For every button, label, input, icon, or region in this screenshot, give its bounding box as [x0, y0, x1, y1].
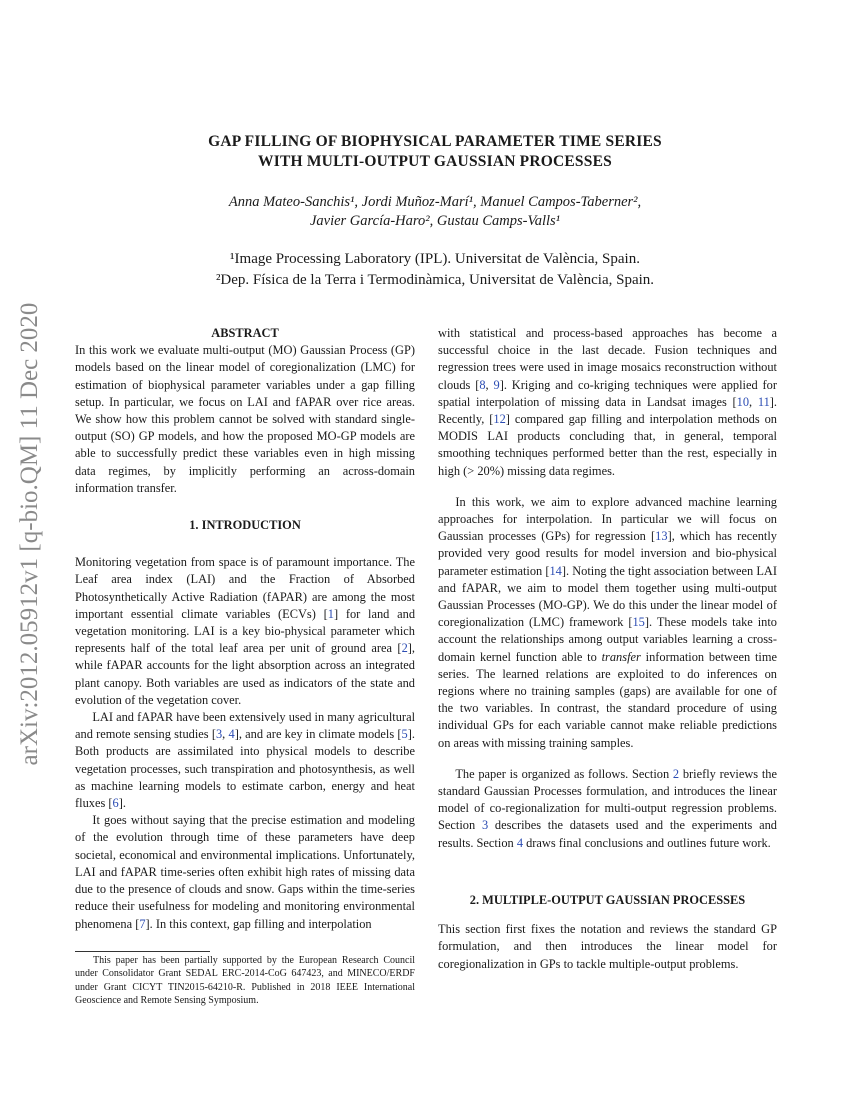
right-column [438, 325, 777, 973]
citation-link[interactable]: 13 [655, 529, 668, 544]
arxiv-identifier: arXiv:2012.05912v1 [q-bio.QM] 11 Dec 2020 [16, 302, 43, 766]
authors-line-2: Javier García-Haro², Gustau Camps-Valls¹ [309, 213, 561, 229]
intro-paragraph-2: LAI and fAPAR have been extensively used in many agricultural and remote sensing studies [3, 4], and are key in climate models [5]. Both products are assimilated into physical models to describe vegetation processes, such transpiration and photosynthesis, as well as machine learning models to estimate carbon, energy and heat fluxes [6]. [75, 710, 416, 811]
title-line-2: WITH MULTI-OUTPUT GAUSSIAN PROCESSES [258, 153, 612, 170]
left-column [75, 325, 415, 933]
citation-link[interactable]: 8 [479, 377, 486, 392]
intro-paragraph-1: Monitoring vegetation from space is of paramount importance. The Leaf area index (LAI) and the Fraction of Absorbed Photosynthetically Active Radiation (fAPAR) are among the most important essential climate variables (ECVs) [1] for land and vegetation monitoring. LAI is a key bio-physical parameter which represents half of the total leaf area per unit of ground area [2], while fAPAR accounts for the light absorption across an integrated plant canopy. Both variables are used as indicators of the state and evolution of the vegetation cover. [75, 555, 416, 707]
section-2-heading: 2. MULTIPLE-OUTPUT GAUSSIAN PROCESSES [469, 892, 746, 907]
citation-link[interactable]: 15 [632, 615, 645, 630]
intro-paragraph-5: In this work, we aim to explore advanced machine learning approaches for interpolation. In particular we will focus on Gaussian processes (GPs) for regression [13], which has recently provided very good results for model inversion and bio-physical parameter estimation [14]. Noting the tight association between LAI and fAPAR, we aim to model them together using multi-output Gaussian Processes (MO-GP). We do this under the linear model of coregionalization (LMC) framework [15]. These models take into account the relationships among output variables learning a cross-domain kernel function able to transfer information between time series. The learned relations are exploited to do inferences on regions where no training samples (gaps) are available for one of the two variables. In contrast, the standard procedure of using individual GPs for each variable cannot make reliable predictions on areas with missing training samples. [438, 494, 778, 750]
citation-link[interactable]: 11 [757, 394, 770, 409]
affiliation-2: ²Dep. Física de la Terra i Termodinàmica, Universitat de València, Spain. [215, 272, 655, 288]
citation-link[interactable]: 4 [228, 727, 235, 742]
affiliations [100, 249, 770, 291]
section-link[interactable]: 4 [516, 835, 524, 850]
citation-link[interactable]: 7 [139, 916, 146, 931]
citation-link[interactable]: 10 [736, 394, 750, 409]
citation-link[interactable]: 5 [401, 727, 408, 742]
citation-link[interactable]: 14 [549, 563, 562, 578]
section-link[interactable]: 3 [481, 818, 489, 833]
intro-paragraph-3: It goes without saying that the precise estimation and modeling of the evolution through time of these parameters have deep societal, economical and environmental implications. Unfortunately, LAI and fAPAR time-series often exhibit high rates of missing data due to the presence of clouds and snow. Gaps within the time-series reduce their usefulness for modeling and monitoring environmental phenomena [7]. In this context, gap filling and interpolation [75, 813, 415, 931]
citation-link[interactable]: 2 [401, 641, 408, 656]
citation-link[interactable]: 1 [327, 606, 334, 621]
citation-link[interactable]: 3 [215, 727, 223, 742]
section-link[interactable]: 2 [672, 766, 680, 781]
introduction-heading: 1. INTRODUCTION [189, 518, 301, 533]
intro-paragraph-6: The paper is organized as follows. Section 2 briefly reviews the standard Gaussian Processes formulation, and introduces the linear model of co-regionalization for multi-output regression problems. Section 3 describes the datasets used and the experiments and results. Section 4 draws final conclusions and outlines future work. [438, 766, 778, 850]
citation-link[interactable]: 9 [493, 377, 500, 392]
intro-paragraph-4: with statistical and process-based approaches has become a successful choice in the last decade. Fusion techniques and regression trees were used in image mosaics reconstruction without clouds [8, 9]. Kriging and co-kriging techniques were applied for spatial interpolation of missing data in Landsat images [10, 11]. Recently, [12] compared gap filling and interpolation methods on MODIS LAI products concluding that, in general, temporal smoothing techniques performed better than the rest, especially in high (> 20%) missing data regimes. [438, 326, 778, 478]
section-2-paragraph: This section first fixes the notation and reviews the standard GP formulation, and then introduces the linear model for coregionalization in GPs to tackle multiple-output problems. [438, 922, 777, 971]
abstract-heading: ABSTRACT [211, 326, 279, 340]
author-list [100, 193, 770, 231]
citation-link[interactable]: 12 [493, 412, 506, 427]
authors-line-1: Anna Mateo-Sanchis¹, Jordi Muñoz-Marí¹, Manuel Campos-Taberner², [228, 194, 642, 210]
affiliation-1: ¹Image Processing Laboratory (IPL). Universitat de València, Spain. [230, 251, 640, 267]
funding-footnote: This paper has been partially supported by the European Research Council under Consolidator Grant SEDAL ERC-2014-CoG 647423, and MINECO/ERDF under Grant CICYT TIN2015-64210-R. Published in 2018 IEEE International Geoscience and Remote Sensing Symposium. [75, 955, 415, 1007]
abstract-text: In this work we evaluate multi-output (MO) Gaussian Process (GP) models based on the linear model of coregionalization (LMC) for estimation of biophysical parameter variables under a gap filling setup. In particular, we focus on LAI and fAPAR over rice areas. We show how this problem cannot be solved with standard single-output (SO) GP models, and how the proposed MO-GP models are able to successfully predict these variables even in high missing data regimes, by implicitly performing an across-domain information transfer. [75, 343, 415, 495]
paper-title [100, 132, 770, 172]
title-line-1: GAP FILLING OF BIOPHYSICAL PARAMETER TIME SERIES [208, 133, 662, 150]
footnote-rule [75, 951, 210, 952]
citation-link[interactable]: 6 [112, 796, 119, 811]
